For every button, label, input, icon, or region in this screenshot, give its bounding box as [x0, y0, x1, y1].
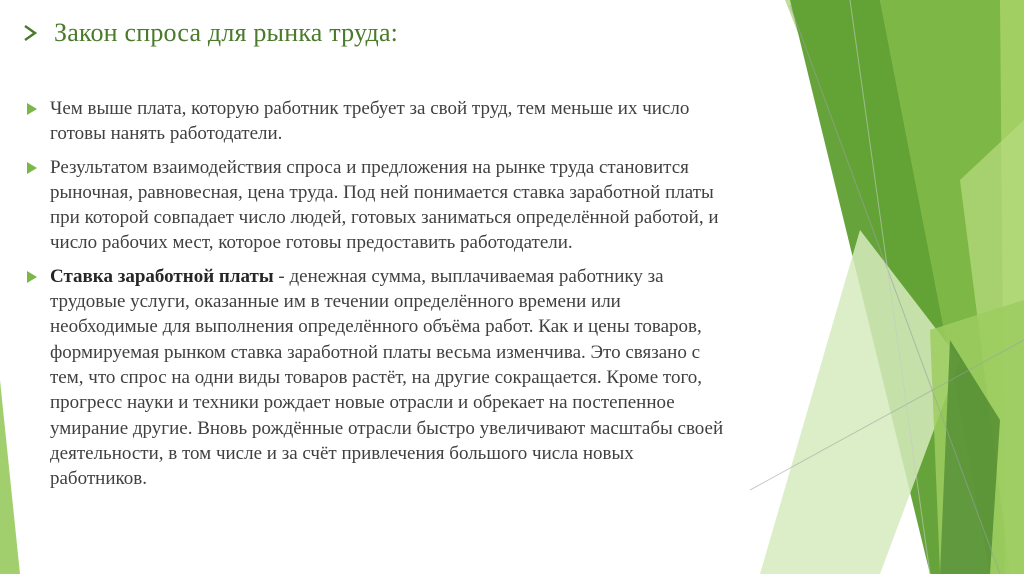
triangle-bullet-icon [26, 271, 38, 283]
title-row [22, 18, 398, 48]
bold-term: Ставка заработной платы [50, 265, 274, 287]
bullet-text: Результатом взаимодействия спроса и предложения на рынке труда становится рыночная, равновесная, цена труда. Под ней понимается ставка заработной платы при которой совпадает число людей, готовых заниматься определённой работой, и число рабочих мест, которое готовы предоставить работодатели. [50, 156, 719, 254]
list-item [26, 155, 726, 256]
triangle-bullet-icon [26, 162, 38, 174]
definition-text: - денежная сумма, выплачиваемая работнику за трудовые услуги, оказанные им в течении определённого времени или необходимые для выполнения определённого объёма работ. Как и цены товаров, формируемая рынком ставка заработной платы весьма изменчива. Это связано с тем, что спрос на одни виды товаров растёт, на другие сокращается. Кроме того, прогресс науки и техники рождает новые отрасли и обрекает на постепенное умирание другие. Вновь рождённые отрасли быстро увеличивают масштабы своей деятельности, в том числе и за счёт привлечения большого числа новых работников. [50, 265, 724, 490]
bullet-text-definition [50, 264, 726, 492]
arrow-bullet-icon [22, 24, 40, 42]
bullet-list [26, 96, 726, 499]
triangle-bullet-icon [26, 103, 38, 115]
list-item [26, 264, 726, 492]
page-title: Закон спроса для рынка труда: [54, 18, 399, 47]
bullet-text: Чем выше плата, которую работник требует за свой труд, тем меньше их число готовы нанять работодатели. [50, 98, 690, 145]
deco-shape-left [0, 380, 20, 574]
list-item [26, 96, 726, 147]
